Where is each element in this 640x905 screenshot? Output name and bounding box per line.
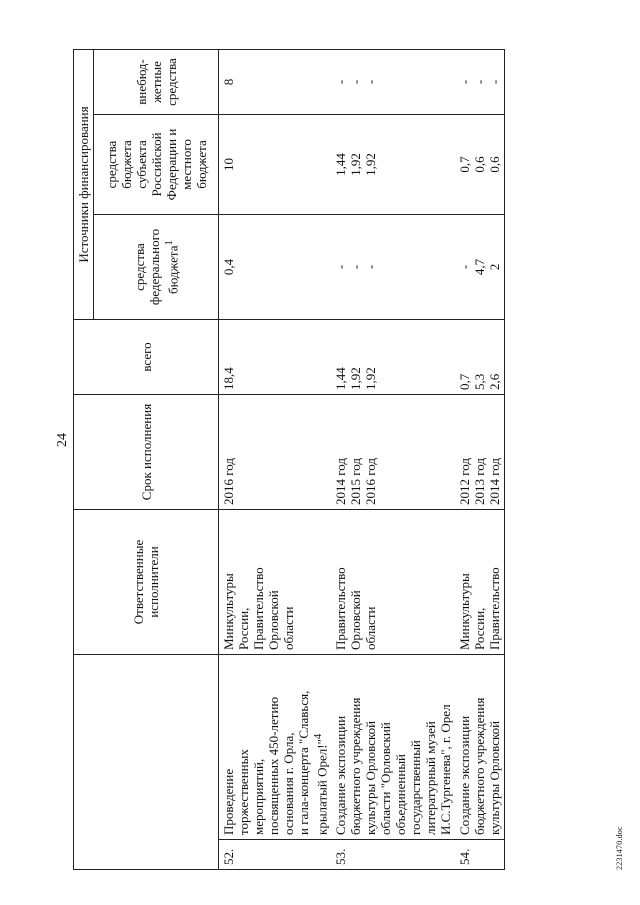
table-row-54 (455, 50, 505, 870)
financing-table (73, 49, 505, 870)
row-responsible: Минкультуры России, Правительство Орловской области (219, 510, 332, 655)
header-name-blank (74, 655, 219, 840)
header-sources-group: Источники финансирования (74, 50, 94, 320)
row-total: 1,44 1,92 1,92 (331, 320, 455, 395)
header-regional: средства бюджета субъекта Российской Федерации и местного бюджета (94, 115, 219, 215)
header-responsible: Ответственные исполнители (74, 510, 219, 655)
row-extra: - - - (331, 50, 455, 115)
row-name-footnote: 4 (312, 733, 324, 740)
row-regional: 10 (219, 115, 332, 215)
row-name (219, 655, 332, 840)
row-name: Создание экспозиции бюджетного учреждения культуры Орловской области "Орловский объединенный государственный литературный музей И.С.Тургенева", г. Орел (331, 655, 455, 840)
row-regional: 0,7 0,6 0,6 (455, 115, 505, 215)
header-federal-footnote: 1 (162, 240, 175, 246)
header-extra: внебюд-жетные средства (94, 50, 219, 115)
page-number: 24 (55, 433, 70, 447)
row-number: 52. (219, 840, 332, 870)
row-responsible: Правительство Орловской области (331, 510, 455, 655)
header-federal (94, 215, 219, 320)
header-total: всего (74, 320, 219, 395)
row-number: 53. (331, 840, 455, 870)
row-federal: - - - (331, 215, 455, 320)
row-deadline: 2014 год 2015 год 2016 год (331, 395, 455, 510)
row-federal: 0,4 (219, 215, 332, 320)
header-deadline: Срок исполнения (74, 395, 219, 510)
row-number: 54. (455, 840, 505, 870)
row-extra: - - - (455, 50, 505, 115)
table-row-53 (331, 50, 455, 870)
row-responsible: Минкультуры России, Правительство (455, 510, 505, 655)
table-row-52 (219, 50, 332, 870)
document-code: 2231470.doc (615, 826, 624, 870)
row-name: Создание экспозиции бюджетного учреждения культуры Орловской (455, 655, 505, 840)
row-deadline: 2016 год (219, 395, 332, 510)
row-federal: - 4,7 2 (455, 215, 505, 320)
row-regional: 1,44 1,92 1,92 (331, 115, 455, 215)
row-extra: 8 (219, 50, 332, 115)
row-total: 0,7 5,3 2,6 (455, 320, 505, 395)
header-num-blank (74, 840, 219, 870)
rotated-page (55, 10, 635, 870)
row-deadline: 2012 год 2013 год 2014 год (455, 395, 505, 510)
row-total: 18,4 (219, 320, 332, 395)
row-name-text: Проведение торжественных мероприятий, посвященных 450-летию основания г. Орла, и гала-концерта "Славься, крылатый Орел!" (221, 690, 330, 835)
header-federal-text: средства федерального бюджета (131, 228, 181, 306)
